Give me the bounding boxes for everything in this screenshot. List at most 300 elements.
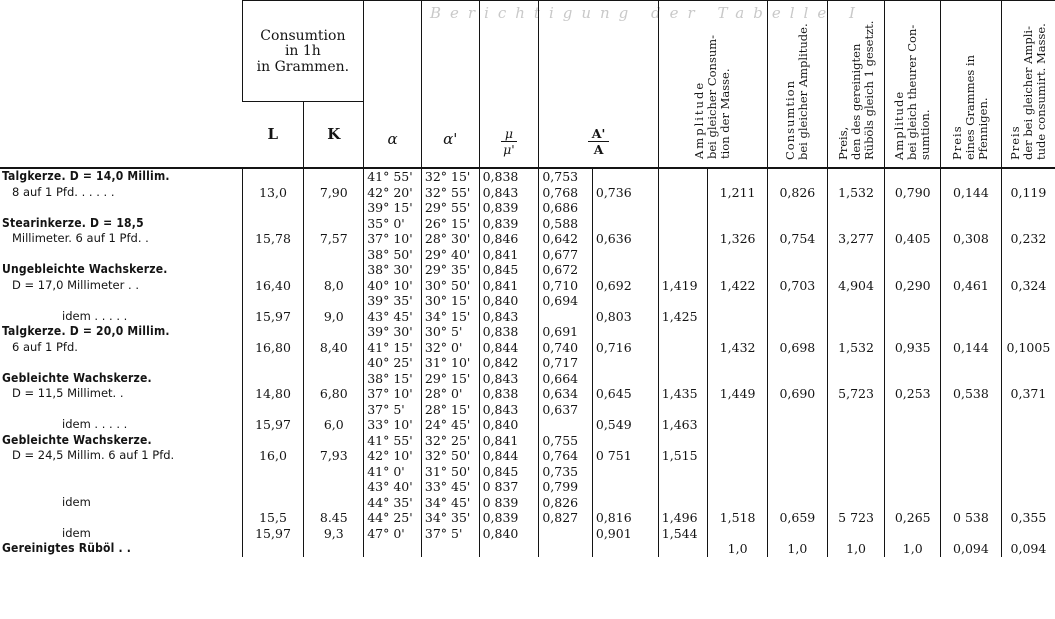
col-result-1-value	[708, 216, 767, 232]
col-result-1	[708, 216, 768, 263]
col-alpha-prime-value: 28° 30'	[424, 231, 471, 246]
col-alpha-prime-value: 34° 45'	[424, 494, 471, 510]
col-result-6	[1001, 526, 1055, 542]
col-result-3-value: 4,904	[838, 277, 874, 293]
rot5-l3: Pfennigen.	[976, 97, 991, 160]
col-result-2-value	[768, 417, 827, 433]
row-label-line: 8 auf 1 Pfd. . . . . .	[12, 184, 115, 199]
col-result-3-value	[828, 293, 885, 309]
col-amp-raw-value	[662, 185, 707, 201]
col-amp-raw	[658, 262, 707, 309]
col-A-mean-value	[596, 402, 658, 418]
col-result-1	[708, 526, 768, 542]
col-K-value	[304, 169, 363, 185]
rot6-l2: der bei gleicher Ampli-	[1020, 26, 1035, 160]
cons-title-line2: in 1h	[284, 43, 321, 60]
col-K-value: 6,80	[319, 386, 348, 401]
col-result-6-value: 0,119	[1010, 184, 1047, 200]
col-amp-raw-value: 1,435	[661, 386, 698, 401]
col-A-mean-value: 0,692	[595, 277, 632, 293]
col-L-value	[243, 433, 304, 449]
col-L-value: 16,80	[255, 339, 291, 355]
col-result-1-value	[708, 355, 767, 371]
col-result-1-value: 1,326	[719, 231, 756, 246]
amplitude-equal-cost-header	[885, 1, 941, 169]
rot4-l1: Amplitude	[892, 90, 907, 160]
col-result-1-value	[708, 262, 767, 278]
row-label-line: D = 17,0 Millimeter . .	[12, 277, 139, 292]
col-amp-raw-value	[662, 169, 707, 185]
col-A-ratio-value: 0,642	[542, 231, 579, 246]
col-K-value	[304, 355, 363, 371]
col-mu-ratio	[479, 433, 539, 495]
col-result-1-value	[708, 200, 767, 216]
table-row	[0, 324, 1055, 371]
col-result-5	[941, 495, 1002, 526]
col-alpha-prime	[421, 541, 479, 557]
col-result-4-value	[885, 216, 940, 232]
col-result-5-value	[941, 200, 1001, 216]
col-A-mean-value: 0 751	[595, 448, 632, 463]
col-mu-ratio-value: 0,840	[482, 525, 519, 541]
col-result-2-value: 0,698	[779, 339, 816, 355]
col-L	[242, 495, 304, 526]
col-result-2-value	[768, 402, 827, 418]
alpha-prime-header: α'	[421, 1, 479, 169]
col-A-mean	[592, 433, 658, 495]
col-mu-ratio	[479, 324, 539, 371]
col-A-mean-value	[596, 293, 658, 309]
col-result-3	[827, 262, 885, 309]
col-A-mean-value	[596, 200, 658, 216]
col-L-value	[243, 324, 304, 340]
col-result-3	[827, 417, 885, 433]
col-result-4-value: 0,253	[894, 386, 931, 401]
col-A-ratio-value	[542, 309, 592, 325]
col-alpha-value: 38° 50'	[367, 246, 413, 262]
col-result-4-value	[885, 324, 940, 340]
row-label	[0, 433, 242, 495]
col-A-ratio-value: 0,799	[542, 479, 579, 494]
col-result-1-value: 1,211	[719, 184, 756, 200]
col-result-6-value	[1002, 262, 1055, 278]
col-result-2	[767, 168, 827, 216]
col-result-3-value	[828, 216, 885, 232]
col-A-ratio-value: 0,672	[542, 262, 579, 277]
col-mu-ratio-value: 0,841	[482, 246, 519, 262]
row-label-line: Millimeter. 6 auf 1 Pfd. .	[12, 231, 149, 245]
col-result-6-value	[1002, 247, 1055, 263]
col-alpha-prime	[421, 262, 479, 309]
col-result-1-value: 1,518	[719, 510, 756, 525]
mu-den: μ'	[503, 141, 515, 157]
table-row	[0, 526, 1055, 542]
col-L-value	[243, 216, 304, 232]
col-alpha-prime-value: 32° 25'	[424, 432, 471, 448]
col-K	[304, 309, 364, 325]
col-A-mean	[592, 216, 658, 263]
col-result-3-value: 5 723	[838, 510, 874, 525]
col-result-3-value: 1,532	[838, 184, 874, 200]
col-result-2-value: 0,690	[779, 386, 816, 401]
col-result-1-value	[708, 371, 767, 387]
col-A-mean	[592, 541, 658, 557]
col-result-3-value	[828, 247, 885, 263]
col-alpha-prime-value: 33° 45'	[424, 479, 471, 494]
col-A-mean-value: 0,803	[595, 308, 632, 324]
col-result-4-value	[885, 262, 940, 278]
col-amp-raw	[658, 541, 707, 557]
col-result-2-value	[768, 216, 827, 232]
col-result-3-value	[828, 495, 885, 511]
col-A-mean	[592, 526, 658, 542]
col-K-value	[304, 200, 363, 216]
col-result-5-value	[941, 495, 1001, 511]
col-mu-ratio-value: 0,841	[482, 432, 519, 448]
col-L	[242, 262, 304, 309]
col-alpha-value: 37° 10'	[367, 231, 413, 246]
col-A-ratio-value	[542, 526, 592, 542]
col-result-2-value	[768, 247, 827, 263]
col-A-mean-value	[596, 433, 658, 449]
col-result-3-value	[828, 417, 885, 433]
col-L	[242, 417, 304, 433]
col-K-value	[304, 495, 363, 511]
mu-num: μ	[501, 126, 517, 142]
col-K	[304, 371, 364, 418]
col-A-mean	[592, 262, 658, 309]
col-result-6-value: 0,232	[1010, 231, 1047, 246]
col-result-5-value	[941, 371, 1001, 387]
col-A-mean-value	[596, 216, 658, 232]
col-result-4	[885, 541, 941, 557]
col-result-5	[941, 324, 1002, 371]
col-mu-ratio-value: 0,838	[482, 324, 519, 339]
col-A-ratio-value: 0,740	[542, 339, 579, 355]
col-alpha-prime-value: 37° 5'	[424, 525, 463, 541]
row-label-line: idem	[62, 525, 91, 540]
K-header: K	[304, 102, 364, 169]
col-A-ratio-value: 0,735	[542, 463, 579, 479]
col-result-3-value	[828, 262, 885, 278]
col-L-value	[243, 371, 304, 387]
col-amp-raw-value	[662, 541, 707, 557]
col-alpha	[364, 216, 422, 263]
col-result-3	[827, 541, 885, 557]
col-result-5	[941, 309, 1002, 325]
col-alpha-value: 44° 35'	[367, 494, 413, 510]
col-result-4-value	[885, 247, 940, 263]
col-result-6-value	[1002, 293, 1055, 309]
row-label-line: D = 11,5 Millimet. .	[12, 386, 124, 400]
col-result-4-value	[885, 169, 940, 185]
row-label-line: D = 24,5 Millim. 6 auf 1 Pfd.	[12, 448, 175, 462]
col-result-6-value: 0,324	[1010, 277, 1047, 293]
col-result-4-value	[885, 433, 940, 449]
col-result-5-value	[941, 526, 1001, 542]
col-result-1-value: 1,422	[719, 277, 756, 293]
col-A-mean	[592, 168, 658, 216]
col-result-6-value	[1002, 526, 1055, 542]
col-result-5	[941, 433, 1002, 495]
col-mu-ratio-value: 0,838	[482, 169, 519, 184]
col-result-2	[767, 433, 827, 495]
col-amp-raw-value: 1,515	[661, 448, 698, 463]
col-result-2	[767, 541, 827, 557]
col-result-4	[885, 216, 941, 263]
col-result-1	[708, 262, 768, 309]
col-mu-ratio-value: 0,840	[482, 293, 519, 308]
col-A-ratio-value: 0,677	[542, 246, 579, 262]
col-result-3-value: 1,0	[846, 541, 867, 556]
col-result-2-value	[768, 293, 827, 309]
col-A-ratio-value: 0,764	[542, 448, 579, 463]
label-header	[0, 1, 242, 169]
col-result-6	[1001, 309, 1055, 325]
col-A-mean-value: 0,816	[595, 510, 632, 525]
col-A-mean	[592, 495, 658, 526]
col-K-value: 7,90	[319, 184, 348, 200]
rot3-l3: Rüböls gleich 1 gesetzt.	[861, 20, 876, 160]
col-result-2	[767, 262, 827, 309]
col-L	[242, 168, 304, 216]
col-alpha-prime-value	[425, 541, 479, 557]
col-mu-ratio-value: 0,839	[482, 215, 519, 231]
rot2-l1: Consumtion	[783, 80, 798, 160]
col-A-mean-value	[596, 479, 658, 495]
col-result-4-value: 0,405	[894, 231, 931, 246]
col-result-4-value	[885, 526, 940, 542]
col-result-3	[827, 495, 885, 526]
col-result-2-value	[768, 495, 827, 511]
col-mu-ratio	[479, 309, 539, 325]
col-alpha-prime	[421, 324, 479, 371]
col-result-6	[1001, 216, 1055, 263]
col-result-6-value	[1002, 495, 1055, 511]
col-amp-raw-value	[662, 216, 707, 232]
col-alpha-value: 37° 10'	[367, 386, 413, 401]
col-L-value	[243, 169, 304, 185]
col-L-value	[243, 541, 304, 557]
col-alpha-value: 47° 0'	[367, 525, 405, 541]
col-result-1	[708, 433, 768, 495]
row-label-line: Ungebleichte Wachskerze.	[2, 262, 168, 276]
col-result-6-value: 0,094	[1010, 541, 1047, 556]
col-A-ratio	[539, 526, 593, 542]
col-A-ratio	[539, 417, 593, 433]
col-L	[242, 324, 304, 371]
col-result-2	[767, 417, 827, 433]
col-alpha-prime	[421, 495, 479, 526]
col-K	[304, 541, 364, 557]
col-alpha-prime	[421, 216, 479, 263]
col-result-6-value: 0,1005	[1006, 339, 1051, 355]
row-label-line: 6 auf 1 Pfd.	[12, 339, 78, 354]
col-A-ratio	[539, 371, 593, 418]
table-body	[0, 168, 1055, 557]
col-amp-raw-value: 1,425	[661, 308, 698, 324]
table-row	[0, 216, 1055, 263]
table-row	[0, 371, 1055, 418]
col-K	[304, 495, 364, 526]
col-L-value	[243, 355, 304, 371]
rot6-l1: Preis	[1007, 125, 1022, 160]
col-result-3	[827, 526, 885, 542]
col-result-4-value	[885, 355, 940, 371]
col-result-4-value: 0,265	[894, 510, 931, 525]
col-result-1	[708, 168, 768, 216]
col-result-6-value	[1002, 309, 1055, 325]
col-K-value	[304, 541, 363, 557]
col-A-mean-value: 0,901	[595, 525, 632, 541]
col-result-6	[1001, 168, 1055, 216]
col-result-3	[827, 324, 885, 371]
col-amp-raw	[658, 371, 707, 418]
col-result-1	[708, 371, 768, 418]
col-result-6	[1001, 433, 1055, 495]
row-label	[0, 324, 242, 371]
col-mu-ratio-value	[483, 541, 539, 557]
col-alpha-prime	[421, 417, 479, 433]
col-K-value: 6,0	[323, 417, 344, 432]
L-header: L	[242, 102, 304, 169]
col-amp-raw	[658, 309, 707, 325]
col-alpha-prime-value: 32° 15'	[424, 169, 471, 184]
col-result-1-value	[708, 433, 767, 449]
row-label	[0, 495, 242, 526]
col-K-value: 9,0	[323, 308, 344, 324]
rot1-l1: Amplitude	[692, 80, 707, 159]
col-result-4-value	[885, 309, 940, 325]
col-result-2-value	[768, 200, 827, 216]
A-num: A'	[588, 126, 610, 142]
rot3-l1: Preis,	[835, 126, 850, 160]
col-result-1	[708, 541, 768, 557]
col-result-4-value	[885, 402, 940, 418]
col-alpha-prime	[421, 526, 479, 542]
col-A-mean-value	[596, 355, 658, 371]
col-result-5	[941, 417, 1002, 433]
col-result-4	[885, 526, 941, 542]
row-label	[0, 541, 242, 557]
col-L-value: 14,80	[255, 386, 291, 401]
col-L-value: 15,97	[255, 308, 291, 324]
col-mu-ratio	[479, 417, 539, 433]
col-result-1	[708, 417, 768, 433]
cons-title-line3: in Grammen.	[256, 58, 350, 75]
rot1-l3: tion der Masse.	[718, 68, 733, 159]
row-label-line: Talgkerze. D = 20,0 Millim.	[2, 324, 170, 338]
col-result-2-value: 0,659	[779, 510, 816, 525]
row-label-line: Gebleichte Wachskerze.	[2, 370, 152, 385]
col-A-ratio	[539, 168, 593, 216]
col-result-5	[941, 262, 1002, 309]
col-mu-ratio	[479, 526, 539, 542]
col-A-mean-value	[596, 541, 658, 557]
col-result-1-value: 1,449	[719, 386, 756, 401]
col-result-2	[767, 495, 827, 526]
col-result-4	[885, 309, 941, 325]
col-alpha-prime-value: 34° 35'	[424, 510, 471, 525]
rot4-l3: sumtion.	[918, 109, 933, 160]
col-result-5-value	[941, 355, 1001, 371]
col-alpha-value: 39° 35'	[367, 293, 413, 308]
col-alpha-prime-value: 24° 45'	[424, 417, 471, 432]
col-L	[242, 309, 304, 325]
col-A-mean-value	[596, 371, 658, 387]
col-A-ratio	[539, 262, 593, 309]
col-A-ratio	[539, 541, 593, 557]
col-amp-raw	[658, 216, 707, 263]
A-den: A	[593, 141, 604, 157]
col-result-6	[1001, 495, 1055, 526]
col-A-mean-value	[596, 169, 658, 185]
col-A-mean-value	[596, 495, 658, 511]
col-L	[242, 526, 304, 542]
col-A-ratio-value: 0,753	[542, 169, 579, 184]
col-L-value: 16,40	[255, 277, 291, 293]
price-relative-header	[827, 1, 885, 169]
col-L-value	[243, 293, 304, 309]
col-result-3	[827, 216, 885, 263]
col-L	[242, 216, 304, 263]
col-result-5-value	[941, 262, 1001, 278]
A-ratio-header	[539, 1, 658, 169]
col-result-1-value	[708, 293, 767, 309]
col-amp-raw	[658, 526, 707, 542]
rot3-l2: den des gereinigten	[848, 43, 863, 160]
col-A-ratio-value	[542, 541, 592, 557]
col-result-6-value: 0,371	[1010, 386, 1047, 401]
col-mu-ratio-value: 0,840	[482, 417, 519, 432]
col-amp-raw-value: 1,496	[661, 510, 698, 525]
col-A-mean	[592, 371, 658, 418]
col-result-6-value	[1002, 355, 1055, 371]
col-A-ratio-value: 0,717	[542, 355, 579, 370]
col-alpha-value: 38° 30'	[367, 262, 413, 277]
col-result-2	[767, 216, 827, 263]
col-A-ratio-value: 0,826	[542, 494, 579, 510]
col-amp-raw-value	[662, 433, 707, 449]
col-result-4	[885, 262, 941, 309]
col-result-3-value	[828, 324, 885, 340]
rot5-l2: eines Grammes in	[963, 54, 978, 160]
col-result-6-value	[1002, 216, 1055, 232]
col-result-1-value	[708, 169, 767, 185]
col-result-1-value	[708, 324, 767, 340]
col-amp-raw	[658, 324, 707, 371]
col-amp-raw-value	[662, 355, 707, 371]
rot5-l1: Preis	[950, 125, 965, 160]
col-result-2	[767, 371, 827, 418]
col-result-6-value	[1002, 324, 1055, 340]
col-L-value: 15,97	[255, 525, 291, 541]
col-L-value	[243, 464, 304, 480]
col-result-3-value: 1,532	[838, 339, 874, 355]
col-alpha-value: 41° 15'	[367, 339, 413, 355]
col-K-value	[304, 371, 363, 387]
table-row	[0, 309, 1055, 325]
table-row	[0, 495, 1055, 526]
col-mu-ratio-value: 0,844	[482, 448, 519, 463]
col-result-5	[941, 541, 1002, 557]
col-A-ratio-value: 0,691	[542, 324, 579, 339]
table-row	[0, 417, 1055, 433]
row-label-line: Talgkerze. D = 14,0 Millim.	[2, 169, 170, 183]
col-result-6-value	[1002, 169, 1055, 185]
col-alpha	[364, 495, 422, 526]
col-amp-raw	[658, 417, 707, 433]
